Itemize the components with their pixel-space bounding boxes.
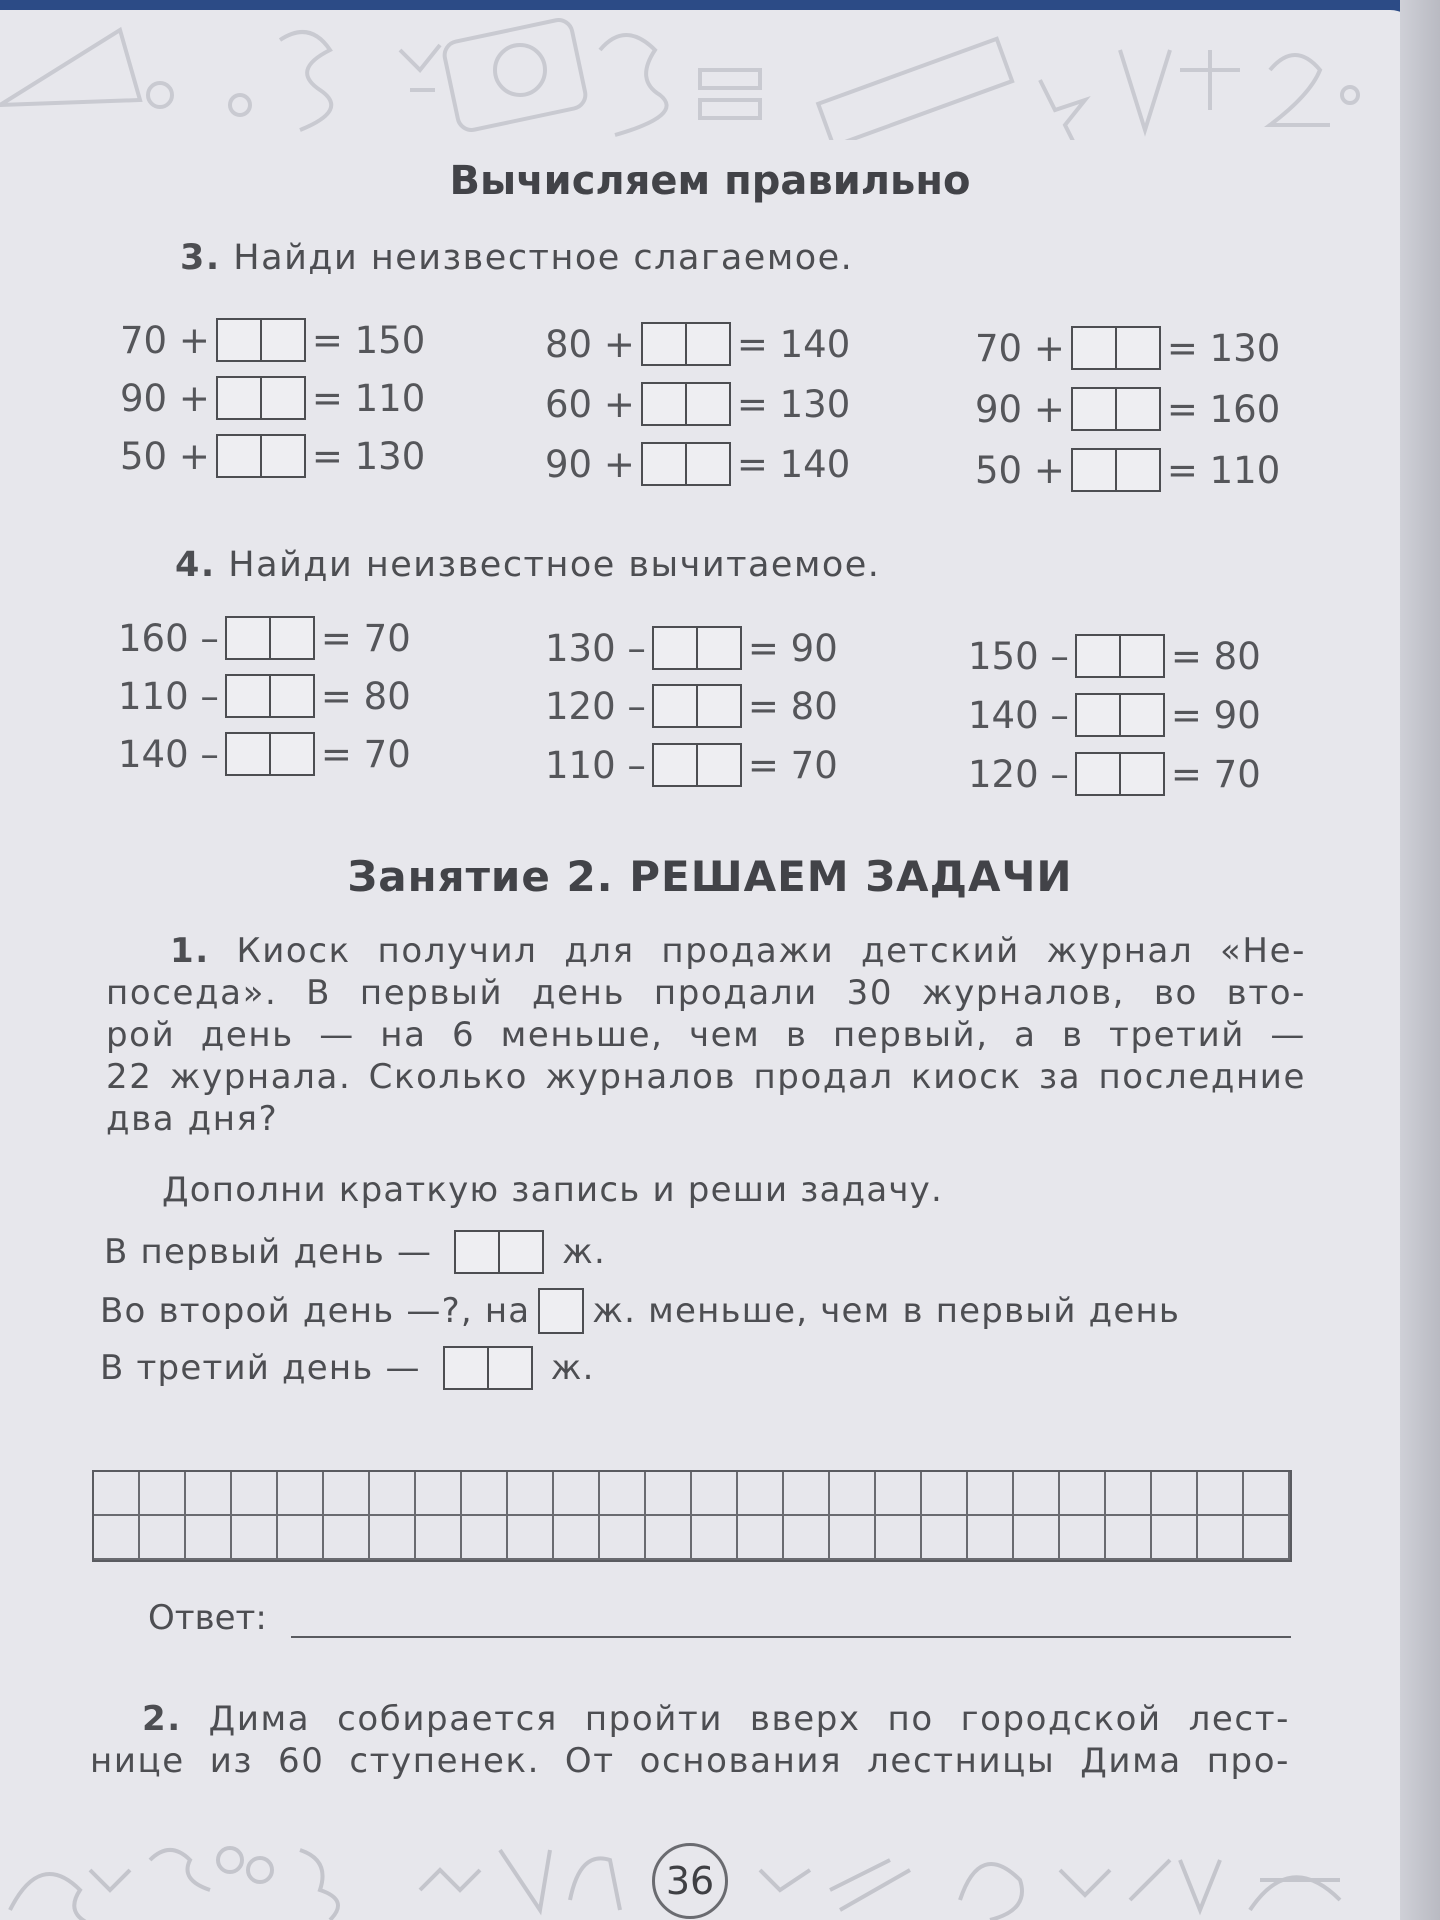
grid-cell[interactable] [462,1516,508,1560]
grid-cell[interactable] [968,1472,1014,1516]
answer-box[interactable] [1075,752,1165,796]
answer-box[interactable] [454,1230,544,1274]
grid-cell[interactable] [94,1472,140,1516]
answer-box[interactable] [1071,387,1161,431]
equation: 140 – = 90 [968,693,1261,737]
grid-cell[interactable] [416,1472,462,1516]
equation: 150 – = 80 [968,634,1261,678]
grid-cell[interactable] [1152,1516,1198,1560]
grid-cell[interactable] [324,1472,370,1516]
answer-box[interactable] [652,743,742,787]
grid-cell[interactable] [370,1472,416,1516]
equation: 110 – = 80 [118,674,411,718]
task3-text: Найди неизвестное слагаемое. [233,238,854,278]
answer-box[interactable] [225,674,315,718]
grid-cell[interactable] [1106,1516,1152,1560]
grid-cell[interactable] [416,1516,462,1560]
grid-cell[interactable] [324,1516,370,1560]
grid-cell[interactable] [186,1516,232,1560]
answer-box[interactable] [1075,634,1165,678]
answer-box[interactable] [1071,448,1161,492]
grid-cell[interactable] [692,1516,738,1560]
header-doodles [0,10,1420,140]
equation: 70 + = 150 [120,318,426,362]
grid-cell[interactable] [554,1472,600,1516]
grid-cell[interactable] [1106,1472,1152,1516]
equation: 90 + = 160 [975,387,1281,431]
grid-cell[interactable] [922,1516,968,1560]
grid-cell[interactable] [232,1472,278,1516]
grid-cell[interactable] [1014,1472,1060,1516]
grid-cell[interactable] [278,1472,324,1516]
grid-cell[interactable] [646,1516,692,1560]
section-title: Вычисляем правильно [449,158,971,204]
equation: 60 + = 130 [545,382,851,426]
answer-box[interactable] [216,434,306,478]
grid-cell[interactable] [232,1516,278,1560]
grid-cell[interactable] [600,1472,646,1516]
equation: 50 + = 110 [975,448,1281,492]
answer-box[interactable] [1071,326,1161,370]
equation: 130 – = 90 [545,626,838,670]
grid-cell[interactable] [1198,1472,1244,1516]
grid-cell[interactable] [876,1516,922,1560]
answer-box[interactable] [216,318,306,362]
note-day2: Во второй день —?, на ж. меньше, чем в первый день [100,1288,1180,1334]
equation: 70 + = 130 [975,326,1281,370]
grid-cell[interactable] [1198,1516,1244,1560]
grid-cell[interactable] [600,1516,646,1560]
answer-box[interactable] [538,1288,584,1334]
book-spine [1400,0,1440,1920]
grid-cell[interactable] [140,1472,186,1516]
grid-cell[interactable] [278,1516,324,1560]
grid-cell[interactable] [738,1472,784,1516]
grid-cell[interactable] [830,1472,876,1516]
answer-box[interactable] [641,322,731,366]
grid-cell[interactable] [738,1516,784,1560]
answer-line [148,1598,1291,1638]
problem1-text: 1. Киоск получил для продажи детский журнал «Не- поседа». В первый день продали 30 журналов, во вто- рой день — на 6 меньше, чем в первый, а в третий — 22 журнала. Сколько журналов продал киоск за последние два дня? [106,931,1306,1139]
answer-box[interactable] [652,684,742,728]
equation: 160 – = 70 [118,616,411,660]
grid-cell[interactable] [646,1472,692,1516]
task3-heading [180,238,853,278]
answer-box[interactable] [641,442,731,486]
problem2-text: 2. Дима собирается пройти вверх по городской лест- нице из 60 ступенек. От основания лестницы Дима про- [90,1699,1290,1781]
grid-cell[interactable] [1244,1472,1290,1516]
grid-cell[interactable] [462,1472,508,1516]
grid-cell[interactable] [94,1516,140,1560]
answer-box[interactable] [225,616,315,660]
note-day3: В третий день — ж. [100,1348,595,1388]
grid-cell[interactable] [922,1472,968,1516]
task4-text: Найди неизвестное вычитаемое. [228,545,881,585]
grid-cell[interactable] [554,1516,600,1560]
equation: 90 + = 140 [545,442,851,486]
note-day1: В первый день — ж. [104,1232,606,1272]
grid-cell[interactable] [784,1516,830,1560]
equation: 50 + = 130 [120,434,426,478]
grid-cell[interactable] [1060,1516,1106,1560]
grid-cell[interactable] [692,1472,738,1516]
equation: 110 – = 70 [545,743,838,787]
equation: 140 – = 70 [118,732,411,776]
grid-cell[interactable] [1060,1472,1106,1516]
grid-cell[interactable] [508,1472,554,1516]
answer-box[interactable] [1075,693,1165,737]
equation: 120 – = 80 [545,684,838,728]
task3-number: 3. [180,238,221,278]
workbook-page [0,10,1420,1920]
problem1-instruction: Дополни краткую запись и реши задачу. [162,1170,943,1210]
task4-heading [175,545,880,585]
grid-cell[interactable] [370,1516,416,1560]
grid-cell[interactable] [1244,1516,1290,1560]
answer-rule[interactable] [291,1606,1291,1638]
equation: 120 – = 70 [968,752,1261,796]
answer-box[interactable] [652,626,742,670]
grid-cell[interactable] [876,1472,922,1516]
equation: 80 + = 140 [545,322,851,366]
grid-cell[interactable] [1014,1516,1060,1560]
grid-cell[interactable] [784,1472,830,1516]
answer-box[interactable] [225,732,315,776]
grid-cell[interactable] [508,1516,554,1560]
solution-grid[interactable] [92,1470,1292,1562]
grid-cell[interactable] [968,1516,1014,1560]
task4-number: 4. [175,545,216,585]
lesson-title: Занятие 2. РЕШАЕМ ЗАДАЧИ [347,852,1073,901]
grid-cell[interactable] [830,1516,876,1560]
answer-box[interactable] [641,382,731,426]
grid-cell[interactable] [1152,1472,1198,1516]
answer-box[interactable] [216,376,306,420]
grid-cell[interactable] [140,1516,186,1560]
answer-box[interactable] [443,1346,533,1390]
equation: 90 + = 110 [120,376,426,420]
answer-label: Ответ: [148,1598,267,1638]
page-number: 36 [652,1843,728,1919]
grid-cell[interactable] [186,1472,232,1516]
